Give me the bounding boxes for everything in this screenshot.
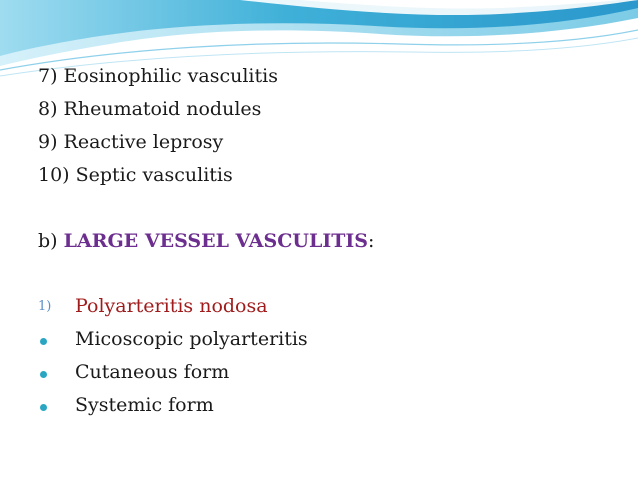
list-item: 7) Eosinophilic vasculitis [38,65,278,87]
sub-list-item [38,290,618,323]
bullet-item [38,323,618,356]
bullet-item-text: Systemic form [75,394,214,416]
slide-body [38,60,618,422]
bullet-item [38,356,618,389]
spacer [38,192,618,225]
section-title: LARGE VESSEL VASCULITIS [63,230,368,252]
list-number-marker: 1) [38,299,52,314]
list-item: 8) Rheumatoid nodules [38,98,262,120]
bullet-item-text: Cutaneous form [75,361,230,383]
spacer [38,258,618,290]
section-heading [38,225,618,258]
bullet-item-text: Micoscopic polyarteritis [75,328,308,350]
section-prefix: b) [38,230,64,252]
list-item: 10) Septic vasculitis [38,164,233,186]
section-suffix: : [367,230,375,252]
bullet-item [38,389,618,422]
sub-list-item-text: Polyarteritis nodosa [75,295,268,317]
bullet-icon [40,371,47,378]
bullet-icon [40,404,47,411]
list-item: 9) Reactive leprosy [38,131,224,153]
bullet-icon [40,338,47,345]
